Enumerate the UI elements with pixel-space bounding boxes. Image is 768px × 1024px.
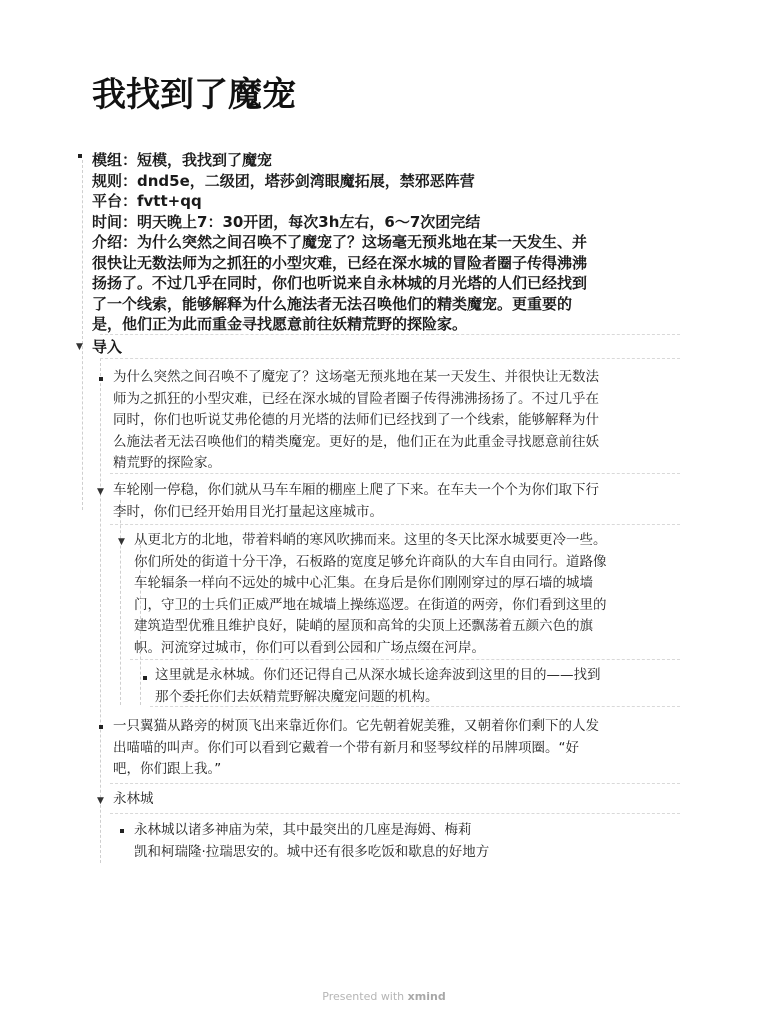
collapse-caret-icon[interactable]: ▼ [97,796,104,806]
tree-guide-line [82,160,83,510]
text-line: 精荒野的探险家。 [113,455,221,471]
divider [110,783,680,784]
divider [110,813,680,814]
text-line: 凯和柯瑞隆·拉瑞思安的。城中还有很多吃饭和歇息的好地方 [134,843,490,860]
platform-line: 平台：fvtt+qq [92,192,202,210]
page-title: 我找到了魔宠 [92,75,296,115]
divider [130,659,680,660]
bullet-icon [99,377,103,381]
text-line: 一只翼猫从路旁的树顶飞出来靠近你们。它先朝着妮美雅，又朝着你们剩下的人发 [113,718,599,734]
text-line: 帜。河流穿过城市，你们可以看到公园和广场点缀在河岸。 [134,639,485,656]
text-line: 建筑造型优雅且维护良好，陡峭的屋顶和高耸的尖顶上还飘荡着五颜六色的旗 [134,618,593,634]
footer-watermark [0,990,768,1003]
intro-line: 扬扬了。不过几乎在同时，你们也听说来自永林城的月光塔的人们已经找到 [92,274,588,292]
text-line: 同时，你们也听说艾弗伦德的月光塔的法师们已经找到了一个线索，能够解释为什 [113,412,599,428]
text-line: 车轮辐条一样向不远处的城中心汇集。在身后是你们刚刚穿过的厚石墙的城墙 [134,575,593,591]
text-line: 车轮刚一停稳，你们就从马车车厢的棚座上爬了下来。在车夫一个个为你们取下行 [113,482,599,498]
collapse-caret-icon[interactable]: ▼ [76,342,83,352]
bullet-icon [143,676,147,680]
text-line: 这里就是永林城。你们还记得自己从深水城长途奔波到这里的目的——找到 [155,667,601,683]
text-line: 从更北方的北地，带着料峭的寒风吹拂而来。这里的冬天比深水城要更冷一些。 [134,532,607,548]
divider [100,358,680,359]
module-line: 模组：短模，我找到了魔宠 [92,151,273,169]
text-line: 出喵喵的叫声。你们可以看到它戴着一个带有新月和竖琴纹样的吊牌项圈。“好 [113,739,579,756]
xmind-logo: xmind [407,990,446,1003]
intro-line: 很快让无数法师为之抓狂的小型灾难，已经在深水城的冒险者圈子传得沸沸 [92,253,588,272]
divider [110,524,680,525]
module-info[interactable] [92,150,682,335]
topic-node-everwood[interactable] [155,665,680,708]
text-line: 么施法者无法召唤他们的精类魔宠。更好的是，他们正在为此重金寻找愿意前往妖 [113,433,599,450]
intro-line: 是，他们正为此而重金寻找愿意前往妖精荒野的探险家。 [92,315,468,333]
topic-node-tressym[interactable] [113,716,683,781]
topic-node-city-heading[interactable]: 永林城 [113,791,154,807]
text-line: 那个委托你们去妖精荒野解决魔宠问题的机构。 [155,688,439,705]
time-line: 时间：明天晚上7：30开团，每次3h左右，6～7次团完结 [92,212,481,231]
topic-node-arrival[interactable] [113,480,683,523]
text-line: 永林城以诸多神庙为荣，其中最突出的几座是海姆、梅莉 [134,822,472,838]
text-line: 师为之抓狂的小型灾难，已经在深水城的冒险者圈子传得沸沸扬扬了。不过几乎在 [113,390,599,407]
text-line: 吧，你们跟上我。” [113,761,222,777]
text-line: 为什么突然之间召唤不了魔宠了？这场毫无预兆地在某一天发生、并很快让无数法 [113,369,599,385]
text-line: 李时，你们已经开始用目光打量起这座城市。 [113,503,383,520]
footer-prefix: Presented with [322,990,405,1003]
text-line: 门，守卫的士兵们正威严地在城墙上操练巡逻。在街道的两旁，你们看到这里的 [134,596,607,613]
collapse-caret-icon[interactable]: ▼ [97,487,104,497]
rules-line: 规则：dnd5e，二级团，塔莎剑湾眼魔拓展，禁邪恶阵营 [92,171,475,190]
bullet-icon [99,725,103,729]
intro-line: 介绍：为什么突然之间召唤不了魔宠了？这场毫无预兆地在某一天发生、并 [92,233,588,251]
tree-guide-line [100,358,101,863]
topic-node-temples[interactable] [134,820,634,863]
topic-node-city-view[interactable] [134,530,684,659]
intro-line: 了一个线索，能够解释为什么施法者无法召唤他们的精类魔宠。更重要的 [92,294,573,313]
section-heading-intro[interactable]: 导入 [92,338,123,356]
bullet-icon [78,154,82,158]
tree-guide-line [120,500,121,705]
topic-node-why-familiars[interactable] [113,367,683,475]
bullet-icon [120,829,124,833]
text-line: 你们所处的街道十分干净，石板路的宽度足够允许商队的大车自由同行。道路像 [134,553,607,570]
collapse-caret-icon[interactable]: ▼ [118,537,125,547]
